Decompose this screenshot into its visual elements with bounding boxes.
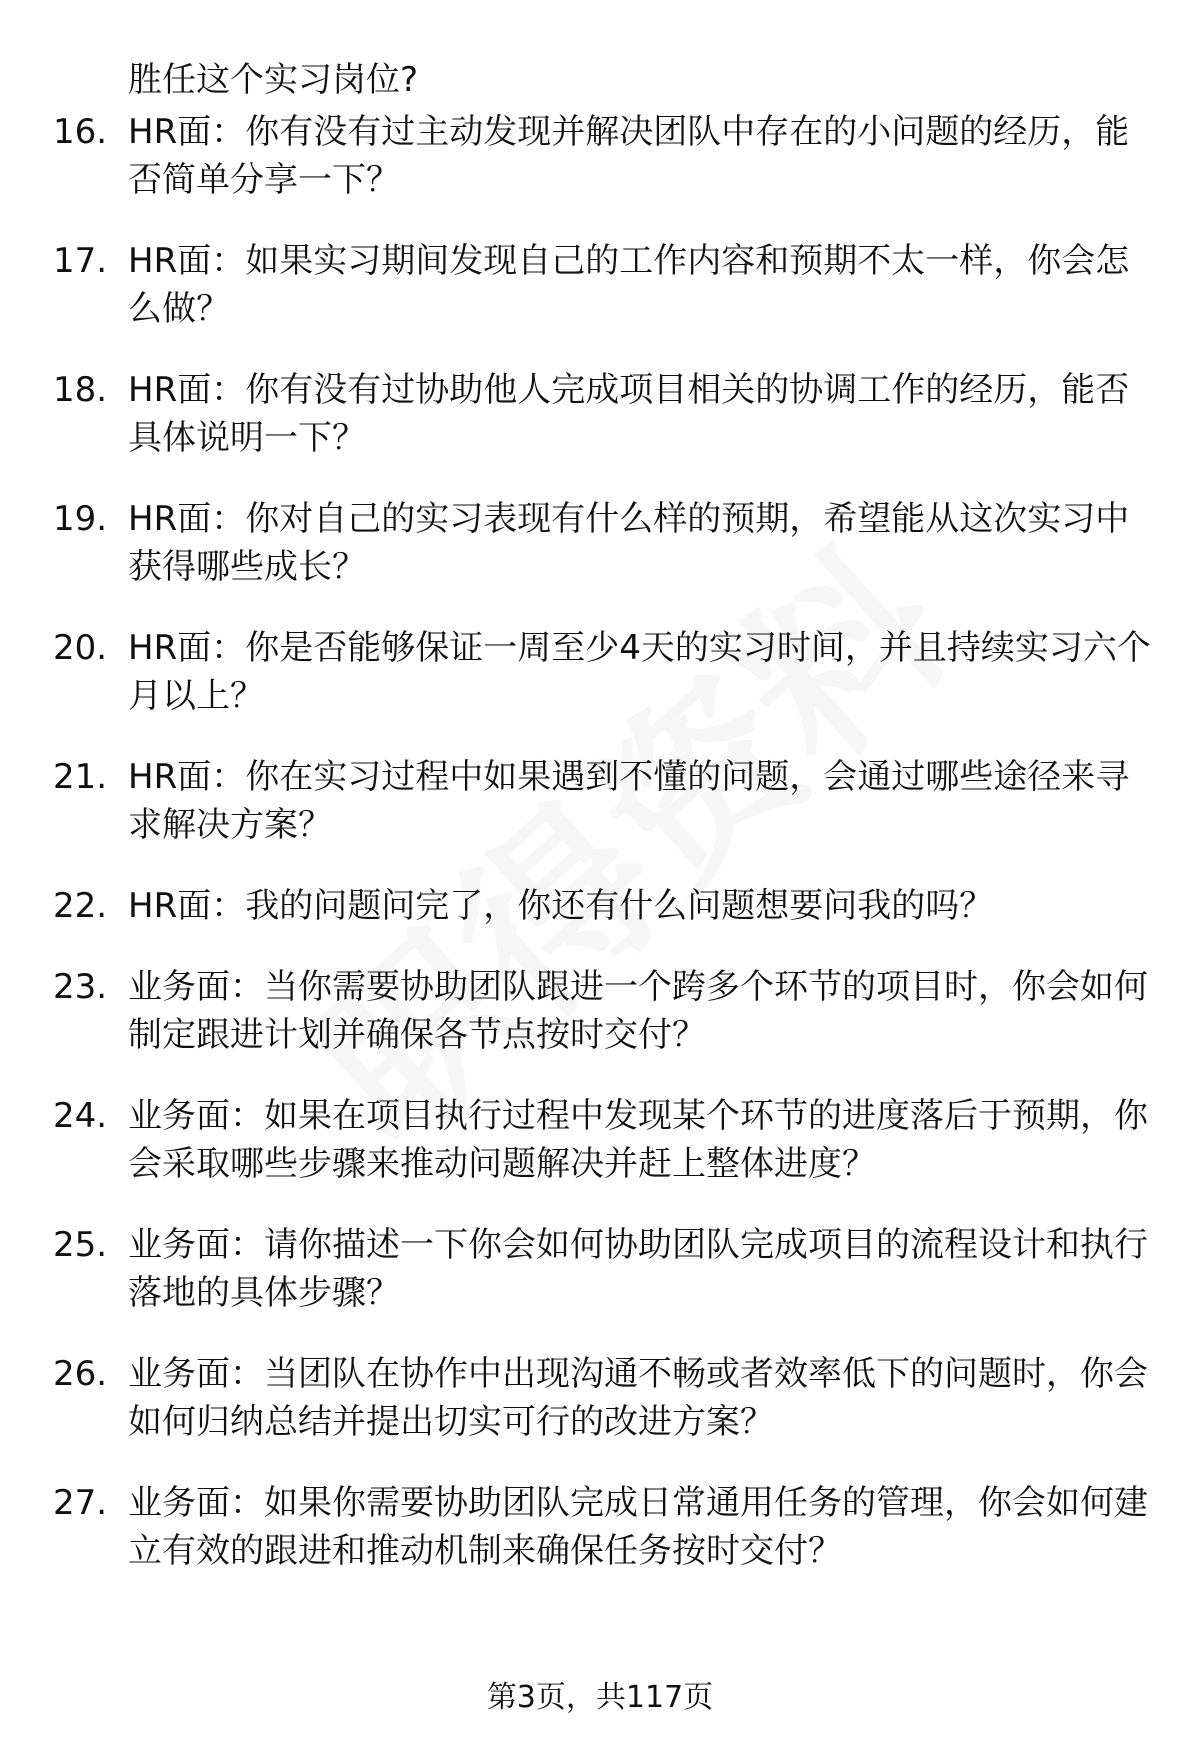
item-text: HR面：你是否能够保证一周至少4天的实习时间，并且持续实习六个月以上？ bbox=[128, 628, 1151, 716]
continuation-text: 胜任这个实习岗位? bbox=[128, 60, 419, 100]
list-item bbox=[0, 1350, 1200, 1446]
list-item bbox=[0, 1479, 1200, 1575]
item-text: HR面：你有没有过主动发现并解决团队中存在的小问题的经历，能否简单分享一下？ bbox=[128, 112, 1130, 200]
item-number: 26. bbox=[53, 1354, 108, 1394]
item-number: 19. bbox=[53, 499, 108, 539]
question-list bbox=[0, 108, 1200, 1608]
item-text: 业务面：如果你需要协助团队完成日常通用任务的管理，你会如何建立有效的跟进和推动机制来确保任务按时交付？ bbox=[128, 1483, 1148, 1571]
item-number: 17. bbox=[53, 241, 108, 281]
list-item bbox=[0, 882, 1200, 930]
item-text: HR面：如果实习期间发现自己的工作内容和预期不太一样，你会怎么做？ bbox=[128, 241, 1130, 329]
item-number: 27. bbox=[53, 1483, 108, 1523]
item-text: HR面：你对自己的实习表现有什么样的预期，希望能从这次实习中获得哪些成长？ bbox=[128, 499, 1130, 587]
item-text: HR面：你有没有过协助他人完成项目相关的协调工作的经历，能否具体说明一下？ bbox=[128, 370, 1130, 458]
item-number: 18. bbox=[53, 370, 108, 410]
item-number: 16. bbox=[53, 112, 108, 152]
item-number: 20. bbox=[53, 628, 108, 668]
item-number: 22. bbox=[53, 886, 108, 926]
list-item bbox=[0, 366, 1200, 462]
list-item bbox=[0, 1221, 1200, 1317]
item-number: 23. bbox=[53, 967, 108, 1007]
list-item bbox=[0, 624, 1200, 720]
item-number: 25. bbox=[53, 1225, 108, 1265]
list-item bbox=[0, 108, 1200, 204]
list-item bbox=[0, 237, 1200, 333]
item-text: HR面：你在实习过程中如果遇到不懂的问题，会通过哪些途径来寻求解决方案？ bbox=[128, 757, 1130, 845]
item-text: 业务面：如果在项目执行过程中发现某个环节的进度落后于预期，你会采取哪些步骤来推动问题解决并赶上整体进度？ bbox=[128, 1096, 1148, 1184]
list-item bbox=[0, 963, 1200, 1059]
list-item bbox=[0, 495, 1200, 591]
page-number-footer: 第3页，共117页 bbox=[486, 1680, 714, 1715]
list-item bbox=[0, 753, 1200, 849]
list-item bbox=[0, 1092, 1200, 1188]
item-text: HR面：我的问题问完了，你还有什么问题想要问我的吗？ bbox=[128, 886, 994, 926]
item-text: 业务面：当团队在协作中出现沟通不畅或者效率低下的问题时，你会如何归纳总结并提出切实可行的改进方案？ bbox=[128, 1354, 1148, 1442]
item-text: 业务面：当你需要协助团队跟进一个跨多个环节的项目时，你会如何制定跟进计划并确保各节点按时交付？ bbox=[128, 967, 1148, 1055]
item-number: 24. bbox=[53, 1096, 108, 1136]
item-text: 业务面：请你描述一下你会如何协助团队完成项目的流程设计和执行落地的具体步骤？ bbox=[128, 1225, 1148, 1313]
item-number: 21. bbox=[53, 757, 108, 797]
